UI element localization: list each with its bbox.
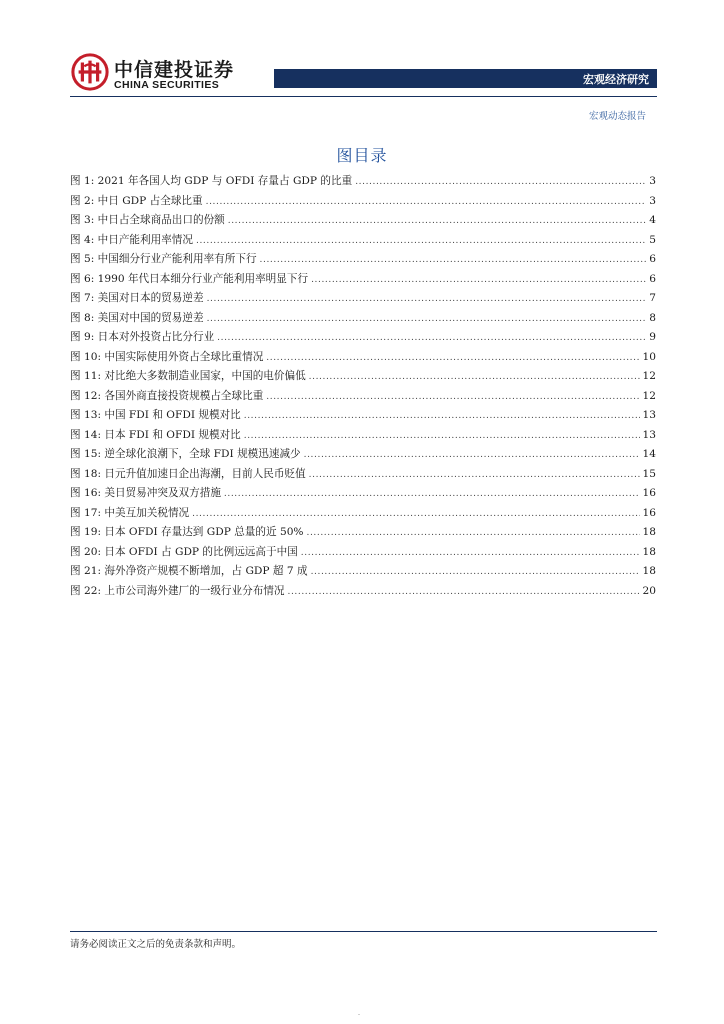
toc-entry[interactable] (70, 231, 656, 251)
toc-entry[interactable] (70, 543, 656, 563)
figure-toc (70, 172, 656, 601)
toc-entry-page: 9 (649, 331, 656, 343)
toc-entry[interactable] (70, 309, 656, 329)
toc-entry[interactable] (70, 504, 656, 524)
toc-leader-dots (309, 368, 640, 388)
toc-entry-page: 18 (642, 526, 656, 538)
toc-entry[interactable] (70, 172, 656, 192)
toc-entry-label: 图 17: 中美互加关税情况 (70, 506, 190, 519)
toc-leader-dots (266, 349, 639, 369)
china-securities-logo-icon (71, 53, 109, 91)
header-divider (70, 96, 657, 97)
toc-entry-page: 12 (642, 370, 656, 382)
toc-entry-page: 3 (649, 175, 656, 187)
toc-leader-dots (260, 251, 647, 271)
toc-entry-label: 图 6: 1990 年代日本细分行业产能利用率明显下行 (70, 272, 309, 285)
toc-entry-label: 图 1: 2021 年各国人均 GDP 与 OFDI 存量占 GDP 的比重 (70, 175, 353, 187)
toc-entry[interactable] (70, 328, 656, 348)
company-name-cn: 中信建投证券 (114, 59, 235, 81)
toc-entry-page: 3 (649, 194, 656, 207)
toc-entry-page: 10 (642, 350, 656, 363)
toc-leader-dots (217, 329, 646, 349)
toc-leader-dots (207, 310, 647, 330)
toc-entry-page: 16 (642, 487, 656, 499)
toc-title: 图目录 (336, 146, 388, 165)
footer-disclaimer: 请务必阅读正文之后的免责条款和声明。 (70, 939, 242, 950)
toc-entry-label: 图 5: 中国细分行业产能利用率有所下行 (70, 253, 257, 265)
toc-entry-label: 图 13: 中国 FDI 和 OFDI 规模对比 (70, 409, 241, 421)
toc-entry-label: 图 22: 上市公司海外建厂的一级行业分布情况 (70, 584, 285, 597)
toc-entry-label: 图 21: 海外净资产规模不断增加，占 GDP 超 7 成 (70, 565, 308, 577)
toc-entry-page: 5 (649, 233, 656, 246)
page-marker: - (358, 1011, 361, 1018)
toc-entry[interactable] (70, 582, 656, 602)
toc-entry-label: 图 16: 美日贸易冲突及双方措施 (70, 487, 221, 499)
toc-leader-dots (311, 271, 646, 291)
toc-entry[interactable] (70, 348, 656, 368)
toc-entry-page: 6 (649, 272, 656, 285)
toc-leader-dots (304, 446, 640, 466)
toc-entry-page: 12 (642, 389, 656, 402)
toc-entry[interactable] (70, 562, 656, 582)
toc-entry-label: 图 2: 中日 GDP 占全球比重 (70, 194, 203, 207)
toc-entry-page: 20 (642, 584, 656, 597)
toc-leader-dots (206, 193, 647, 213)
toc-leader-dots (287, 583, 639, 603)
toc-entry-page: 18 (642, 545, 656, 558)
toc-entry[interactable] (70, 192, 656, 212)
section-label: 宏观经济研究 (583, 73, 649, 86)
report-type: 宏观动态报告 (588, 111, 646, 122)
toc-entry[interactable] (70, 523, 656, 543)
toc-leader-dots (307, 524, 640, 544)
toc-entry[interactable] (70, 426, 656, 446)
section-banner (274, 69, 657, 88)
company-name-en: CHINA SECURITIES (114, 79, 220, 91)
page-header (0, 0, 724, 120)
toc-entry-label: 图 20: 日本 OFDI 占 GDP 的比例远远高于中国 (70, 545, 298, 558)
toc-entry-page: 14 (642, 448, 656, 460)
toc-entry[interactable] (70, 484, 656, 504)
toc-entry-page: 4 (649, 214, 656, 226)
toc-leader-dots (355, 173, 646, 193)
toc-entry-label: 图 18: 日元升值加速日企出海潮，目前人民币贬值 (70, 467, 306, 480)
toc-entry[interactable] (70, 406, 656, 426)
toc-entry-label: 图 3: 中日占全球商品出口的份额 (70, 214, 225, 226)
toc-entry-label: 图 10: 中国实际使用外资占全球比重情况 (70, 350, 264, 363)
toc-leader-dots (228, 212, 646, 232)
toc-leader-dots (301, 544, 640, 564)
toc-entry-page: 13 (642, 409, 656, 421)
toc-entry[interactable] (70, 211, 656, 231)
toc-entry[interactable] (70, 367, 656, 387)
footer-divider (70, 931, 657, 932)
toc-leader-dots (309, 466, 640, 486)
toc-entry-page: 7 (649, 292, 656, 304)
toc-entry-page: 13 (642, 428, 656, 441)
toc-entry[interactable] (70, 387, 656, 407)
toc-leader-dots (192, 505, 639, 525)
toc-entry-page: 8 (649, 311, 656, 324)
toc-entry-label: 图 15: 逆全球化浪潮下，全球 FDI 规模迅速减少 (70, 448, 301, 460)
toc-entry-label: 图 14: 日本 FDI 和 OFDI 规模对比 (70, 428, 241, 441)
toc-entry[interactable] (70, 289, 656, 309)
toc-entry-label: 图 19: 日本 OFDI 存量达到 GDP 总量的近 50% (70, 526, 304, 538)
toc-entry-label: 图 11: 对比绝大多数制造业国家，中国的电价偏低 (70, 370, 306, 382)
toc-entry-page: 6 (649, 253, 656, 265)
toc-leader-dots (244, 427, 640, 447)
toc-entry-label: 图 8: 美国对中国的贸易逆差 (70, 311, 204, 324)
toc-entry[interactable] (70, 465, 656, 485)
toc-entry-page: 16 (642, 506, 656, 519)
toc-entry-label: 图 4: 中日产能利用率情况 (70, 233, 193, 246)
toc-leader-dots (244, 407, 640, 427)
toc-entry-label: 图 9: 日本对外投资占比分行业 (70, 331, 215, 343)
toc-entry[interactable] (70, 250, 656, 270)
toc-leader-dots (266, 388, 639, 408)
toc-entry[interactable] (70, 445, 656, 465)
toc-leader-dots (207, 290, 647, 310)
toc-entry-label: 图 7: 美国对日本的贸易逆差 (70, 292, 204, 304)
toc-leader-dots (224, 485, 640, 505)
toc-leader-dots (196, 232, 646, 252)
toc-entry[interactable] (70, 270, 656, 290)
toc-leader-dots (311, 563, 640, 583)
toc-entry-page: 18 (642, 565, 656, 577)
toc-entry-label: 图 12: 各国外商直接投资规模占全球比重 (70, 389, 264, 402)
toc-entry-page: 15 (642, 467, 656, 480)
